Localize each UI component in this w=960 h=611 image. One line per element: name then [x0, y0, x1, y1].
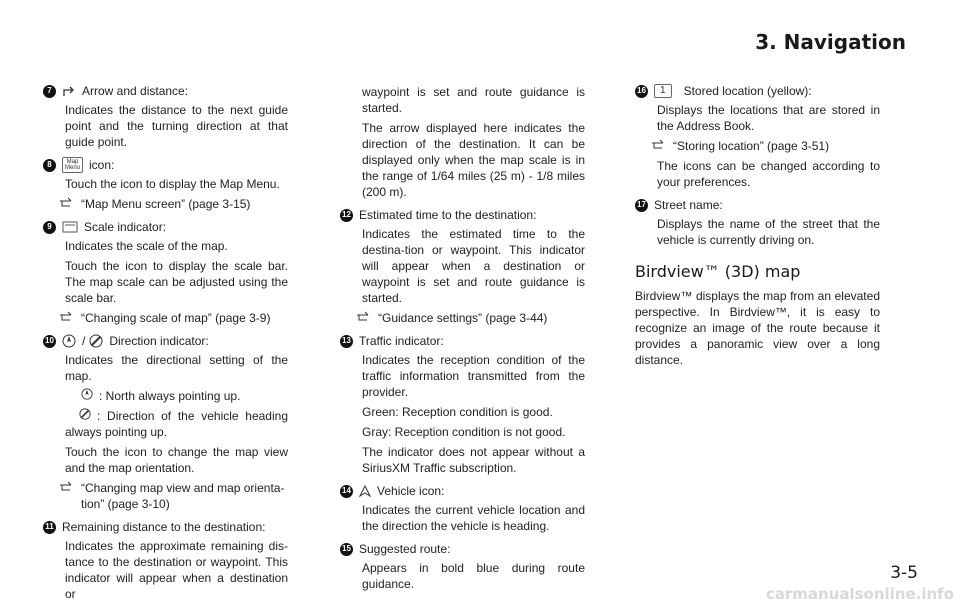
- reference-hand-icon: [59, 480, 81, 496]
- item-text: Touch the icon to display the scale bar. The map scale can be adjusted using the scale bar.: [65, 259, 288, 305]
- item-11-continued: [340, 84, 585, 200]
- item-number: 14: [340, 485, 353, 498]
- item-number: 16: [635, 85, 648, 98]
- item-14: [340, 482, 585, 534]
- north-up-icon: [81, 388, 93, 400]
- item-number: 15: [340, 543, 353, 556]
- item-15: [340, 540, 585, 592]
- item-text: : Direction of the vehicle heading always pointing up.: [65, 409, 288, 439]
- item-text: The icons can be changed according to your preferences.: [657, 159, 880, 189]
- item-label: Suggested route:: [359, 542, 451, 556]
- stored-location-icon: 1: [654, 84, 672, 98]
- item-number: 13: [340, 335, 353, 348]
- item-label: Street name:: [654, 198, 723, 212]
- section-text: Birdview™ displays the map from an elevated perspective. In Birdview™, it is easy to recognize an image of the route because it provides a panoramic view over a long distance.: [635, 289, 880, 367]
- item-text: Displays the name of the street that the vehicle is currently driving on.: [657, 217, 880, 247]
- vehicle-icon: [359, 485, 371, 497]
- column-2: [340, 82, 585, 598]
- item-text: Indicates the directional setting of the map.: [65, 353, 288, 383]
- item-number: 17: [635, 199, 648, 212]
- item-text: Touch the icon to display the Map Menu.: [65, 177, 280, 191]
- heading-up-icon: [89, 334, 103, 348]
- page-reference: “Guidance settings” (page 3-44): [340, 310, 585, 326]
- watermark: carmanualsonline.info: [765, 585, 954, 603]
- item-17: [635, 196, 880, 248]
- item-9: [43, 218, 288, 326]
- scale-icon: [62, 221, 78, 233]
- column-1: [43, 82, 288, 608]
- page-reference: “Map Menu screen” (page 3-15): [43, 196, 288, 212]
- item-text: waypoint is set and route guidance is started.: [362, 85, 585, 115]
- item-number: 9: [43, 221, 56, 234]
- north-up-icon: [62, 334, 76, 348]
- item-text: Indicates the current vehicle location and the direction the vehicle is heading.: [362, 503, 585, 533]
- item-label: Estimated time to the destination:: [359, 208, 537, 222]
- map-menu-icon: Map Menu: [62, 157, 83, 173]
- item-10: 10 / Direction indicator: Indicates the directional setting of the map. : North always pointing up. : Direction of the vehicle heading always pointing up. Touch the icon to change the map view and the map orientation. “Changing map view and map orienta-tion” (page 3-10): [43, 332, 288, 512]
- heading-up-icon: [79, 408, 91, 420]
- item-label: Scale indicator:: [84, 220, 167, 234]
- item-label: Remaining distance to the destination:: [62, 520, 266, 534]
- item-text: Displays the locations that are stored in the Address Book.: [657, 103, 880, 133]
- item-text: Indicates the estimated time to the destina-tion or waypoint. This indicator will appear when a destination or waypoint is set and route guidance is started.: [362, 227, 585, 305]
- page-reference: “Changing scale of map” (page 3-9): [43, 310, 288, 326]
- item-text: The indicator does not appear without a SiriusXM Traffic subscription.: [362, 445, 585, 475]
- page-number: 3-5: [890, 563, 918, 583]
- item-13: [340, 332, 585, 476]
- item-text: Gray: Reception condition is not good.: [362, 425, 566, 439]
- turn-arrow-icon: [62, 85, 76, 97]
- item-label: icon:: [89, 158, 115, 172]
- item-7: [43, 82, 288, 150]
- item-label: Stored location (yellow):: [683, 84, 812, 98]
- item-number: 10: [43, 335, 56, 348]
- item-number: 11: [43, 521, 56, 534]
- reference-hand-icon: [651, 138, 673, 154]
- item-16: [635, 82, 880, 190]
- item-label: Arrow and distance:: [82, 84, 189, 98]
- item-number: 7: [43, 85, 56, 98]
- item-11: [43, 518, 288, 602]
- item-text: Appears in bold blue during route guidance.: [362, 561, 585, 591]
- item-text: Indicates the distance to the next guide point and the turning direction at that guide point.: [65, 103, 288, 149]
- reference-hand-icon: [356, 310, 378, 326]
- item-label: Traffic indicator:: [359, 334, 444, 348]
- reference-hand-icon: [59, 196, 81, 212]
- item-text: Touch the icon to change the map view and the map orientation.: [65, 445, 288, 475]
- item-label: Direction indicator:: [109, 334, 209, 348]
- page-title: 3. Navigation: [755, 30, 906, 54]
- item-label: Vehicle icon:: [377, 484, 445, 498]
- item-12: [340, 206, 585, 326]
- column-3: [635, 82, 880, 372]
- section-title: Birdview™ (3D) map: [635, 262, 801, 281]
- item-text: Green: Reception condition is good.: [362, 405, 553, 419]
- item-text: Indicates the approximate remaining dis-tance to the destination or waypoint. This indicator will appear when a destination or: [65, 539, 288, 601]
- reference-hand-icon: [59, 310, 81, 326]
- item-text: The arrow displayed here indicates the direction of the destination. It can be displayed only when the map scale is in the range of 1/64 miles (25 m) - 1/8 miles (200 m).: [362, 121, 585, 199]
- item-text: Indicates the reception condition of the traffic information transmitted from the provider.: [362, 353, 585, 399]
- item-8: [43, 156, 288, 212]
- item-text: Indicates the scale of the map.: [65, 239, 228, 253]
- item-number: 8: [43, 159, 56, 172]
- item-number: 12: [340, 209, 353, 222]
- page-reference: “Storing location” (page 3-51): [635, 138, 880, 154]
- page-reference: “Changing map view and map orienta-tion” (page 3-10): [43, 480, 288, 512]
